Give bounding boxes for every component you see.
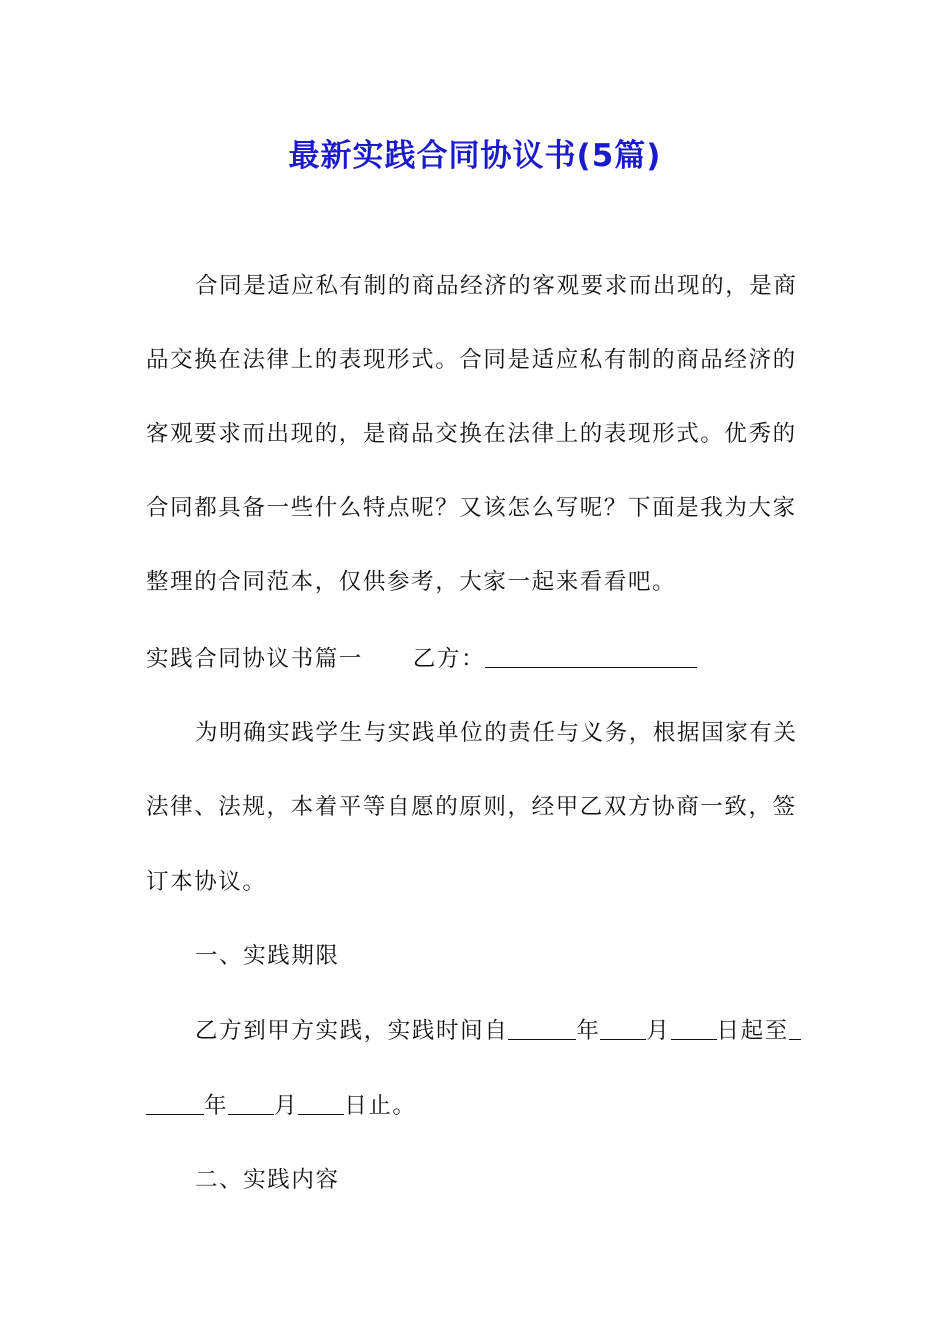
clause1-text: 乙方到甲方实践，实践时间自 [195,1018,509,1044]
intro-line-1: 合同是适应私有制的商品经济的客观要求而出现的，是商 [195,273,798,299]
party-b-label: 乙方： [412,646,486,672]
end-month-label: 月 [274,1093,299,1119]
clause1-line-2 [146,1091,417,1121]
purpose-line-1: 为明确实践学生与实践单位的责任与义务，根据国家有关 [195,720,798,746]
end-year-label: 年 [204,1093,229,1119]
start-year-label: 年 [576,1018,601,1044]
intro-line-5: 整理的合同范本，仅供参考，大家一起来看看吧。 [146,569,677,595]
end-day-label: 日止。 [344,1093,417,1119]
start-day-label: 日起至 [716,1018,789,1044]
start-day-blank [671,1017,717,1040]
intro-line-4: 合同都具备一些什么特点呢？又该怎么写呢？下面是我为大家 [146,495,797,521]
clause1-heading: 一、实践期限 [195,943,340,969]
clause1-line-1 [195,1016,801,1046]
intro-line-2: 品交换在法律上的表现形式。合同是适应私有制的商品经济的 [146,347,797,373]
end-year-blank-start [789,1017,801,1040]
start-month-label: 月 [646,1018,671,1044]
start-month-blank [600,1017,646,1040]
end-year-blank [146,1092,204,1115]
end-day-blank [298,1092,344,1115]
intro-line-3: 客观要求而出现的，是商品交换在法律上的表现形式。优秀的 [146,421,797,447]
start-year-blank [508,1017,576,1040]
purpose-line-2: 法律、法规，本着平等自愿的原则，经甲乙双方协商一致，签 [146,794,797,820]
section-title: 实践合同协议书篇一 [146,646,363,672]
end-month-blank [228,1092,274,1115]
document-title: 最新实践合同协议书(5篇) [288,138,662,174]
party-b-blank [485,645,697,668]
purpose-line-3: 订本协议。 [146,869,267,895]
clause2-heading: 二、实践内容 [195,1167,340,1193]
section-header [146,644,697,674]
